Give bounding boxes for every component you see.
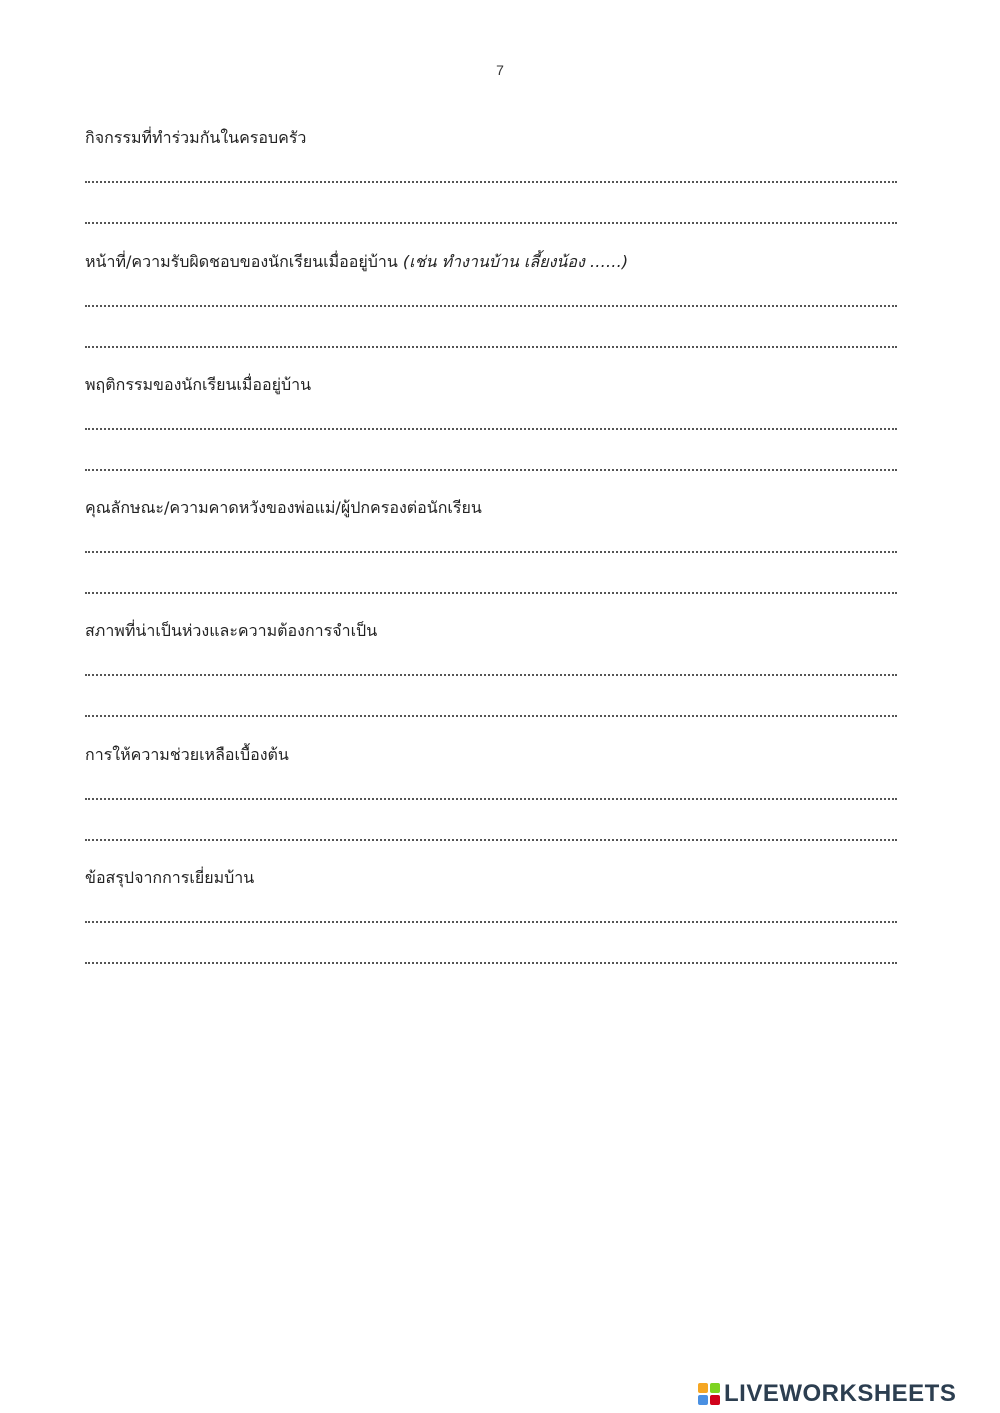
section-heading-text: พฤติกรรมของนักเรียนเมื่ออยู่บ้าน — [85, 375, 312, 394]
answer-line[interactable] — [85, 798, 897, 800]
liveworksheets-logo-icon — [698, 1383, 720, 1405]
section-heading-text: คุณลักษณะ/ความคาดหวังของพ่อแม่/ผู้ปกครองต่อนักเรียน — [85, 498, 482, 517]
answer-line[interactable] — [85, 222, 897, 224]
answer-line[interactable] — [85, 469, 897, 471]
section-heading — [85, 866, 254, 890]
section-heading — [85, 743, 289, 767]
section-home-behavior — [85, 373, 897, 483]
answer-line[interactable] — [85, 428, 897, 430]
section-heading — [85, 250, 628, 274]
section-heading-text: สภาพที่น่าเป็นห่วงและความต้องการจำเป็น — [85, 621, 378, 640]
answer-line[interactable] — [85, 839, 897, 841]
answer-line[interactable] — [85, 551, 897, 553]
page-number: 7 — [496, 62, 504, 78]
section-initial-assistance — [85, 743, 897, 853]
answer-line[interactable] — [85, 921, 897, 923]
answer-line[interactable] — [85, 346, 897, 348]
section-heading-text: การให้ความช่วยเหลือเบื้องต้น — [85, 745, 289, 764]
section-heading — [85, 126, 306, 150]
section-family-activities — [85, 126, 897, 236]
section-heading — [85, 373, 311, 397]
answer-line[interactable] — [85, 592, 897, 594]
section-heading-text: กิจกรรมที่ทำร่วมกันในครอบครัว — [85, 128, 307, 147]
section-concerns-needs — [85, 619, 897, 729]
brand-name: LIVEWORKSHEETS — [724, 1380, 957, 1407]
section-heading-hint: (เช่น ทำงานบ้าน เลี้ยงน้อง ……) — [402, 252, 629, 271]
section-heading-text: ข้อสรุปจากการเยี่ยมบ้าน — [85, 868, 255, 887]
section-home-duties — [85, 250, 897, 360]
answer-line[interactable] — [85, 674, 897, 676]
section-heading — [85, 496, 482, 520]
answer-line[interactable] — [85, 305, 897, 307]
answer-line[interactable] — [85, 962, 897, 964]
section-visit-summary — [85, 866, 897, 976]
section-parent-expectations — [85, 496, 897, 606]
answer-line[interactable] — [85, 715, 897, 717]
answer-line[interactable] — [85, 181, 897, 183]
section-heading-text: หน้าที่/ความรับผิดชอบของนักเรียนเมื่ออยู่บ้าน — [85, 252, 398, 271]
section-heading — [85, 619, 377, 643]
liveworksheets-brand — [698, 1380, 956, 1408]
